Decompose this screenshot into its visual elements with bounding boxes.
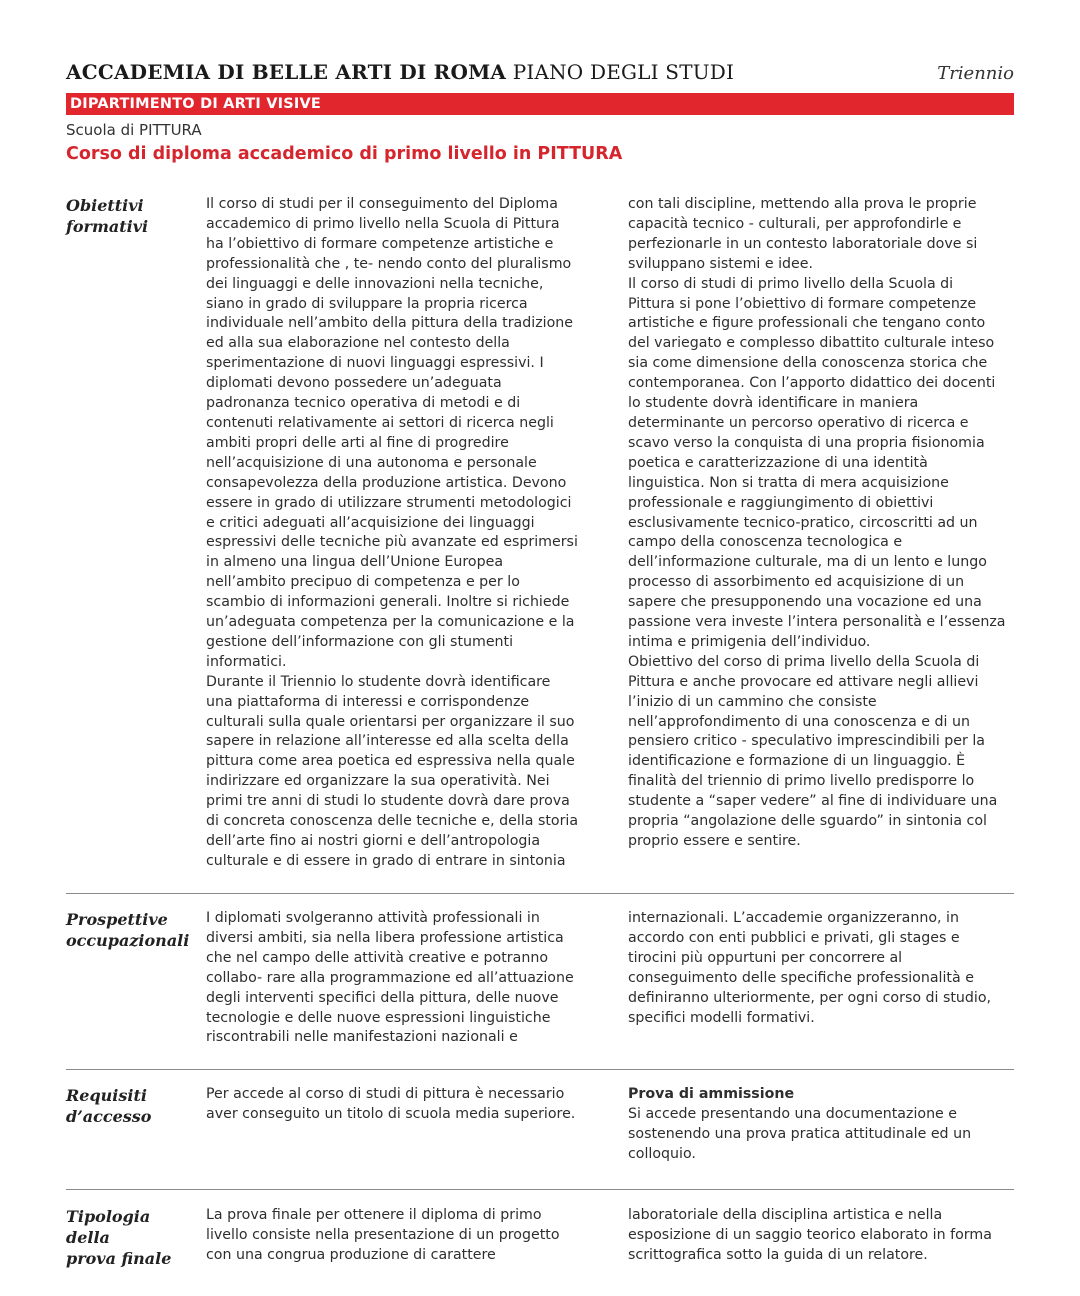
school-name: Scuola di PITTURA <box>66 121 202 139</box>
section-text-column-2: internazionali. L’accademie organizzeranno, in accordo con enti pubblici e privati, gli stages e tirocini più oppurtuni per concorrere al conseguimento delle specifiche professionalità e definiranno ulteriormente, per ogni corso di studio, specifici modelli formativi. <box>628 910 992 1026</box>
section-text-column-2: laboratoriale della disciplina artistica e nella esposizione di un saggio teorico elaborato in forma scrittografica sotto la guida di un relatore. <box>628 1207 992 1263</box>
section-label: Tipologia della prova finale <box>66 1207 172 1268</box>
section-text-column-1: Il corso di studi per il conseguimento del Diploma accademico di primo livello nella Scuola di Pittura ha l’obiettivo di formare competenze artistiche e professionalità che , te- nendo conto del pluralismo dei linguaggi e delle innovazioni nella tecniche, siano in grado di sviluppare la propria ricerca individuale nell’ambito della pittura della tradizione ed alla sua elaborazione nel contesto della sperimentazione di nuovi linguaggi espressivi. I diplomati devono possedere un’adeguata padronanza tecnico operativa di metodi e di contenuti relativamente ai settori di ricerca negli ambiti propri delle arti al fine di progredire nell’acquisizione di una autonoma e personale consapevolezza della produzione artistica. Devono essere in grado di utilizzare strumenti metodologici e critici adeguati all’acquisizione dei linguaggi espressivi delle tecniche più avanzate ed esprimersi in almeno una lingua dell’Unione Europea nell’ambito precipuo di competenza e per lo scambio di informazioni generali. Inoltre si richiede un’adeguata competenza per la comunicazione e la gestione dell’informazione con gli stumenti informatici. Durante il Triennio lo studente dovrà identificare una piattaforma di interessi e corrispondenze culturali sulla quale orientarsi per organizzare il suo sapere in relazione all’interesse ed alla scelta della pittura come area poetica ed espressiva nella quale indirizzare ed organizzare la sua operatività. Nei primi tre anni di studi lo studente dovrà dare prova di concreta conoscenza delle tecniche e, della storia dell’arte fino ai nostri giorni e dell’antropologia culturale e di essere in grado di entrare in sintonia <box>206 196 579 869</box>
section-label: Prospettive occupazionali <box>66 910 190 950</box>
section-text-column-1: Per accede al corso di studi di pittura è necessario aver conseguito un titolo di scuola media superiore. <box>206 1086 576 1122</box>
section-text-column-1: I diplomati svolgeranno attività professionali in diversi ambiti, sia nella libera professione artistica che nel campo delle attività creative e potranno collabo- rare alla programmazione ed all’attuazione degli interventi specifici della pittura, delle nuove tecnologie e delle nuove espressioni linguistiche riscontrabili nelle manifestazioni nazionali e <box>206 910 574 1046</box>
section-divider <box>66 1069 1014 1070</box>
course-title: Corso di diploma accademico di primo livello in PITTURA <box>66 144 623 164</box>
section-text-column-2: con tali discipline, mettendo alla prova le proprie capacità tecnico - culturali, per approfondirle e perfezionarle in un contesto laboratoriale dove si sviluppano sistemi e idee. Il corso di studi di primo livello della Scuola di Pittura si pone l’obiettivo di formare competenze artistiche e figure professionali che tengano conto del variegato e complesso dibattito culturale inteso sia come dimensione della conoscenza storica che contemporanea. Con l’apporto didattico dei docenti lo studente dovrà identificare in maniera determinante un percorso operativo di ricerca e scavo verso la conquista di una propria fisionomia poetica e caratterizzazione di una identità linguistica. Non si tratta di mera acquisizione professionale e raggiungimento di obiettivi esclusivamente tecnico-pratico, circoscritti ad un campo della conoscenza tecnologica e dell’informazione culturale, ma di un lento e lungo processo di assorbimento ed acquisizione di un sapere che presupponendo una vocazione ed una passione vera investe l’intera personalità e l’essenza intima e primigenia dell’individuo. Obiettivo del corso di prima livello della Scuola di Pittura e anche provocare ed attivare negli allievi l’inizio di un cammino che consiste nell’approfondimento di una conoscenza e di un pensiero critico - speculativo imprescindibili per la identificazione e formazione di un linguaggio. È finalità del triennio di primo livello predisporre lo studente a “saper vedere” al fine di individuare una propria “angolazione delle sguardo” in sintonia col proprio essere e sentire. <box>628 196 1006 849</box>
section-label: Requisiti d’accesso <box>66 1086 152 1126</box>
admission-test-text: Si accede presentando una documentazione e sostenendo una prova pratica attitudinale ed un colloquio. <box>628 1105 972 1162</box>
section-text-column-1: La prova finale per ottenere il diploma di primo livello consiste nella presentazione di un progetto con una congrua produzione di carattere <box>206 1207 560 1263</box>
section-divider <box>66 893 1014 894</box>
section-label: Obiettivi formativi <box>66 196 149 236</box>
admission-test-heading: Prova di ammissione <box>628 1086 795 1102</box>
header-level: Triennio <box>937 63 1014 84</box>
header-title-institution: ACCADEMIA DI BELLE ARTI DI ROMA <box>66 60 507 84</box>
header-title-subject: PIANO DEGLI STUDI <box>512 60 735 84</box>
section-text-column-2 <box>628 1085 1028 1165</box>
department-bar: DIPARTIMENTO DI ARTI VISIVE <box>66 93 1014 115</box>
section-divider <box>66 1189 1014 1190</box>
page-header <box>66 60 1014 88</box>
header-title <box>66 60 734 84</box>
